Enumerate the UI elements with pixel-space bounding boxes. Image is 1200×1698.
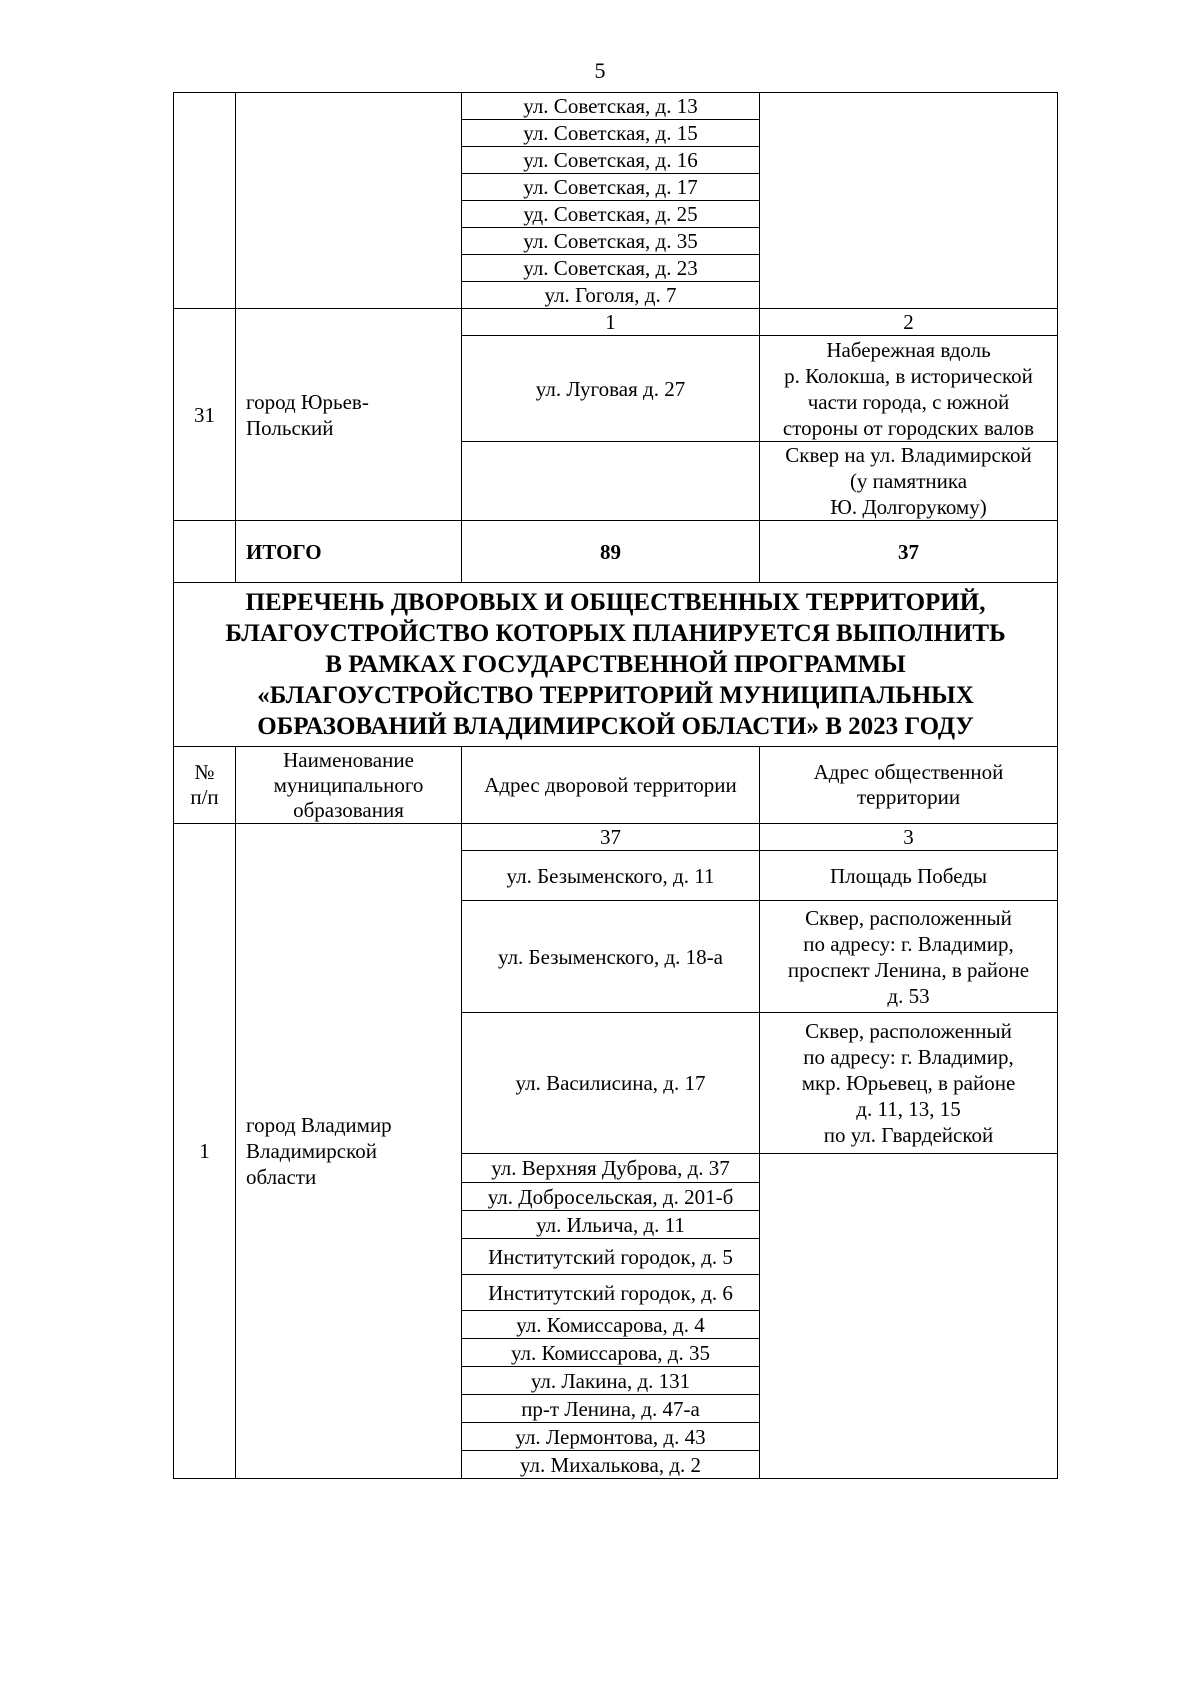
yard-address: ул. Верхняя Дуброва, д. 37: [462, 1154, 760, 1183]
header-public-address: Адрес общественной территории: [760, 747, 1058, 824]
yard-address: ул. Комиссарова, д. 35: [462, 1339, 760, 1367]
header-municipality: Наименование муниципального образования: [236, 747, 462, 824]
public-count: 3: [760, 824, 1058, 851]
yard-address: ул. Советская, д. 17: [462, 174, 760, 201]
public-address: Сквер на ул. Владимирской (у памятника Ю. Долгорукому): [760, 442, 1058, 521]
row-number: 1: [174, 824, 236, 1479]
prev-number-cell: [174, 93, 236, 309]
prev-public-cell: [760, 93, 1058, 309]
yard-address: уд. Советская, д. 25: [462, 201, 760, 228]
yard-address: ул. Советская, д. 15: [462, 120, 760, 147]
yard-count: 1: [462, 309, 760, 336]
public-address: Площадь Победы: [760, 851, 1058, 901]
total-yard: 89: [462, 521, 760, 583]
total-empty-cell: [174, 521, 236, 583]
yard-address: ул. Михалькова, д. 2: [462, 1451, 760, 1479]
yard-address: ул. Василисина, д. 17: [462, 1013, 760, 1154]
yard-address: ул. Советская, д. 23: [462, 255, 760, 282]
yard-address: ул. Безыменского, д. 11: [462, 851, 760, 901]
yard-address: ул. Гоголя, д. 7: [462, 282, 760, 309]
public-address: Сквер, расположенный по адресу: г. Владимир, проспект Ленина, в районе д. 53: [760, 901, 1058, 1013]
row-number: 31: [174, 309, 236, 521]
public-empty-cell: [760, 1154, 1058, 1479]
yard-address: ул. Ильича, д. 11: [462, 1211, 760, 1239]
yard-address: ул. Комиссарова, д. 4: [462, 1311, 760, 1339]
yard-address: ул. Лермонтова, д. 43: [462, 1423, 760, 1451]
public-address: Набережная вдоль р. Колокша, в исторической части города, с южной стороны от городских валов: [760, 336, 1058, 442]
total-public: 37: [760, 521, 1058, 583]
yard-address: пр-т Ленина, д. 47-а: [462, 1395, 760, 1423]
yard-address: ул. Советская, д. 35: [462, 228, 760, 255]
yard-address: ул. Луговая д. 27: [462, 336, 760, 442]
territories-table: [173, 92, 1058, 1479]
municipality-name: город Юрьев- Польский: [236, 309, 462, 521]
yard-count: 37: [462, 824, 760, 851]
public-count: 2: [760, 309, 1058, 336]
header-number: № п/п: [174, 747, 236, 824]
section-heading: ПЕРЕЧЕНЬ ДВОРОВЫХ И ОБЩЕСТВЕННЫХ ТЕРРИТОРИЙ, БЛАГОУСТРОЙСТВО КОТОРЫХ ПЛАНИРУЕТСЯ ВЫПОЛНИТЬ В РАМКАХ ГОСУДАРСТВЕННОЙ ПРОГРАММЫ «БЛАГОУСТРОЙСТВО ТЕРРИТОРИЙ МУНИЦИПАЛЬНЫХ ОБРАЗОВАНИЙ ВЛАДИМИРСКОЙ ОБЛАСТИ» В 2023 ГОДУ: [174, 583, 1058, 747]
yard-address: Институтский городок, д. 6: [462, 1275, 760, 1311]
page-number: 5: [594, 58, 606, 83]
header-yard-address: Адрес дворовой территории: [462, 747, 760, 824]
public-address: Сквер, расположенный по адресу: г. Владимир, мкр. Юрьевец, в районе д. 11, 13, 15 по ул. Гвардейской: [760, 1013, 1058, 1154]
yard-address: [462, 442, 760, 521]
municipality-name: город Владимир Владимирской области: [236, 824, 462, 1479]
prev-name-cell: [236, 93, 462, 309]
yard-address: ул. Добросельская, д. 201-б: [462, 1183, 760, 1211]
yard-address: ул. Советская, д. 16: [462, 147, 760, 174]
yard-address: ул. Безыменского, д. 18-а: [462, 901, 760, 1013]
yard-address: ул. Советская, д. 13: [462, 93, 760, 120]
yard-address: ул. Лакина, д. 131: [462, 1367, 760, 1395]
yard-address: Институтский городок, д. 5: [462, 1239, 760, 1275]
total-label: ИТОГО: [236, 521, 462, 583]
